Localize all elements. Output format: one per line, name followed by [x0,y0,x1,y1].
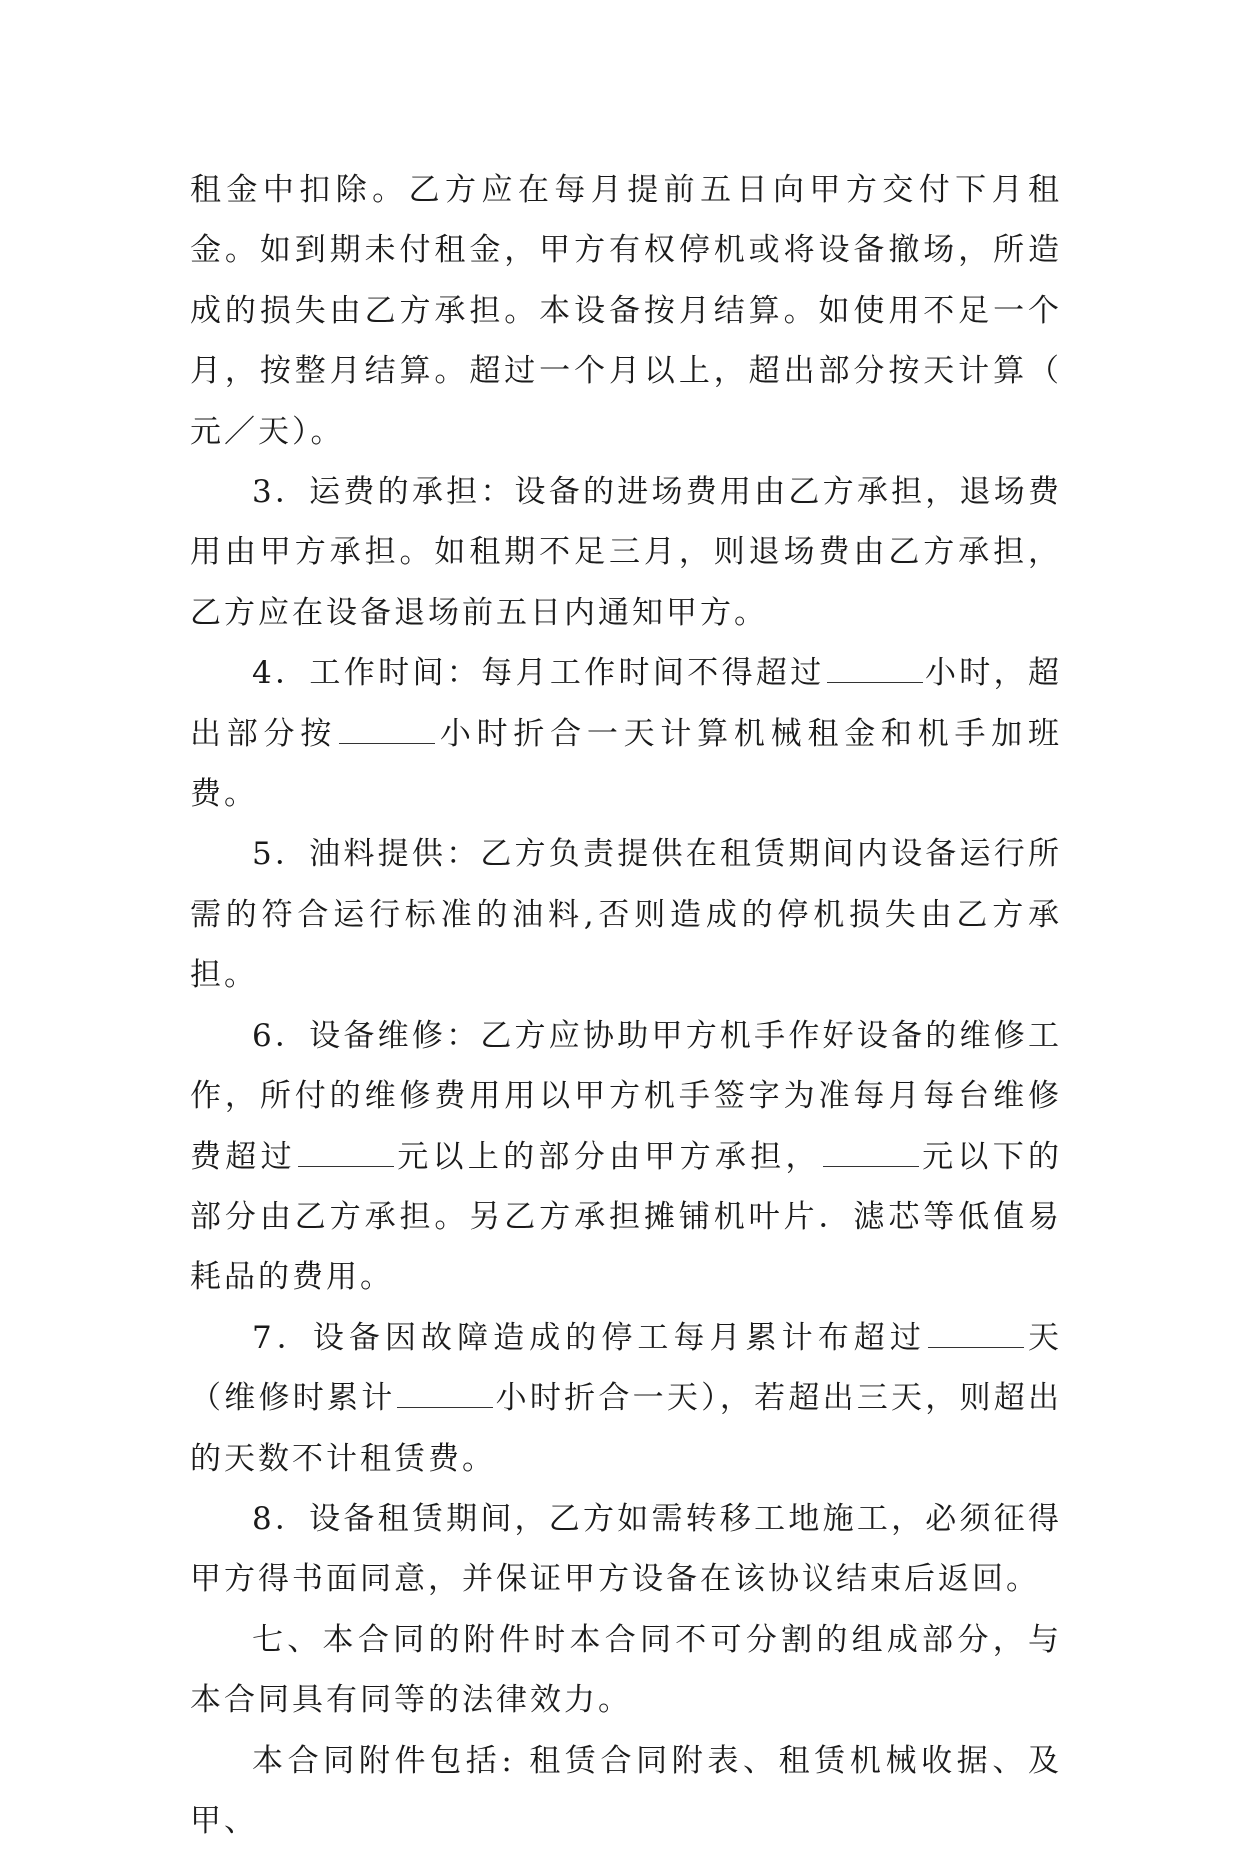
paragraph-rent-payment [190,160,1062,462]
paragraph-freight [190,462,1062,643]
paragraph-text: 6．设备维修：乙方应协助甲方机手作好设备的维修工作，所付的维修费用用以甲方机手签字为准每月每台维修费超过 [190,1017,1062,1175]
paragraph-text: 本合同附件包括: 租赁合同附表、租赁机械收据、及甲、 [190,1742,1062,1839]
paragraph-text: 7．设备因故障造成的停工每月累计布超过 [252,1319,926,1356]
paragraph-text: 元以下的部分由乙方承担。另乙方承担摊铺机叶片．滤芯等低值易耗品的费用。 [190,1138,1063,1296]
paragraph-text: 5．油料提供：乙方负责提供在租赁期间内设备运行所需的符合运行标准的油料,否则造成的停机损失由乙方承担。 [190,836,1062,994]
paragraph-text: 小时，超出部分按 [190,655,1062,752]
blank-line [298,1142,394,1167]
paragraph-text: 小时折合一天计算机械租金和机手加班费。 [190,715,1063,813]
paragraph-downtime [190,1308,1062,1489]
blank-line [827,658,923,683]
paragraph-text: 3．运费的承担：设备的进场费用由乙方承担，退场费用由甲方承担。如租期不足三月，则退场费由乙方承担，乙方应在设备退场前五日内通知甲方。 [190,474,1062,631]
paragraph-text: 天（维修时累计 [190,1319,1063,1417]
paragraph-attachments-list [190,1731,1062,1851]
paragraph-text: 元以上的部分由甲方承担， [395,1138,821,1175]
blank-line [339,719,435,744]
paragraph-text: 8．设备租赁期间，乙方如需转移工地施工，必须征得甲方得书面同意，并保证甲方设备在该协议结束后返回。 [190,1500,1062,1598]
blank-line [928,1323,1024,1348]
paragraph-fuel [190,824,1062,1005]
paragraph-text: 七、本合同的附件时本合同不可分割的组成部分，与本合同具有同等的法律效力。 [190,1621,1062,1719]
blank-line [397,1383,493,1408]
blank-line [823,1142,919,1167]
contract-body [190,160,1062,1851]
paragraph-site-transfer [190,1489,1062,1610]
paragraph-text: 租金中扣除。乙方应在每月提前五日向甲方交付下月租金。如到期未付租金，甲方有权停机或将设备撤场，所造成的损失由乙方承担。本设备按月结算。如使用不足一个月，按整月结算。超过一个月以上，超出部分按天计算（ 元／天）。 [190,172,1062,450]
paragraph-attachments-clause [190,1610,1062,1731]
paragraph-text: 4．工作时间：每月工作时间不得超过 [252,655,825,692]
paragraph-repair [190,1006,1062,1308]
paragraph-working-hours [190,643,1062,824]
paragraph-text: 小时折合一天），若超出三天，则超出的天数不计租赁费。 [190,1380,1063,1477]
